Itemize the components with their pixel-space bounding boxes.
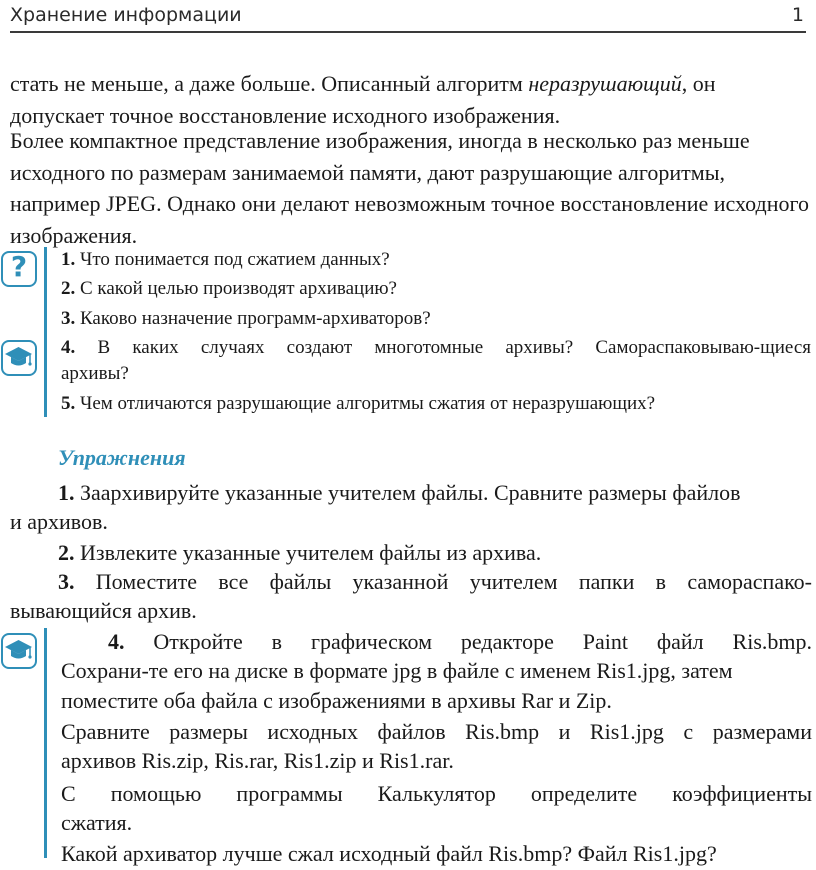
exercise-line: поместите оба файла с изображениями в архивы Rar и Zip.: [61, 688, 612, 713]
exercise-line: архивов Ris.zip, Ris.rar, Ris1.zip и Ris1.rar.: [61, 748, 454, 773]
intro-paragraph-2: Более компактное представление изображения, иногда в несколько раз меньше исходного по размерам занимаемой памяти, дают разрушающие алгоритмы, например JPEG. Однако они делают невозможным точное восстановление исходного изображения.: [10, 128, 809, 248]
exercise-item: 2. Извлеките указанные учителем файлы из архива.: [58, 540, 542, 565]
question-item: 2. С какой целью производят архивацию?: [61, 278, 397, 299]
graduation-cap-icon: [1, 340, 37, 376]
page-header: [0, 0, 816, 36]
question-item: 5. Чем отличаются разрушающие алгоритмы сжатия от неразрушающих?: [61, 393, 656, 414]
exercise-line: Сравните размеры исходных файлов Ris.bmp и Ris1.jpg с размерами: [61, 719, 812, 744]
question-item: 3. Каково назначение программ-архиваторов?: [61, 308, 431, 329]
question-mark-icon: ?: [1, 251, 37, 287]
questions-bar: [44, 247, 47, 417]
exercise-line: сжатия.: [61, 810, 133, 835]
question-item-continuation: архивы?: [61, 363, 129, 384]
exercise-bar: [44, 628, 47, 858]
exercise-line: Сохрани-те его на диске в формате jpg в файле с именем Ris1.jpg, затем: [61, 658, 733, 683]
graduation-cap-icon: [1, 633, 37, 669]
page-title: Хранение информации: [10, 4, 242, 26]
exercise-item-continuation: вывающийся архив.: [10, 598, 197, 623]
exercise-item-continuation: и архивов.: [10, 509, 108, 534]
question-item: 4. В каких случаях создают многотомные архивы? Самораспаковываю-щиеся: [61, 337, 811, 358]
header-rule: [10, 31, 806, 33]
exercise-line: С помощью программы Калькулятор определите коэффициенты: [61, 781, 812, 806]
intro-paragraph-1: стать не меньше, а даже больше. Описанный алгоритм неразрушающий, он допускает точное восстановление исходного изображения.: [10, 71, 716, 128]
page-number: 1: [791, 4, 804, 26]
exercise-item: 4. Откройте в графическом редакторе Paint файл Ris.bmp.: [108, 629, 813, 654]
exercise-item: 3. Поместите все файлы указанной учителем папки в самораспако-: [58, 569, 812, 594]
italic-term: неразрушающий: [528, 71, 682, 96]
question-item: 1. Что понимается под сжатием данных?: [61, 249, 390, 270]
exercises-heading: Упражнения: [58, 445, 186, 470]
exercise-item: 1. Заархивируйте указанные учителем файлы. Сравните размеры файлов: [58, 480, 741, 505]
exercise-line: Какой архиватор лучше сжал исходный файл Ris.bmp? Файл Ris1.jpg?: [61, 841, 717, 866]
